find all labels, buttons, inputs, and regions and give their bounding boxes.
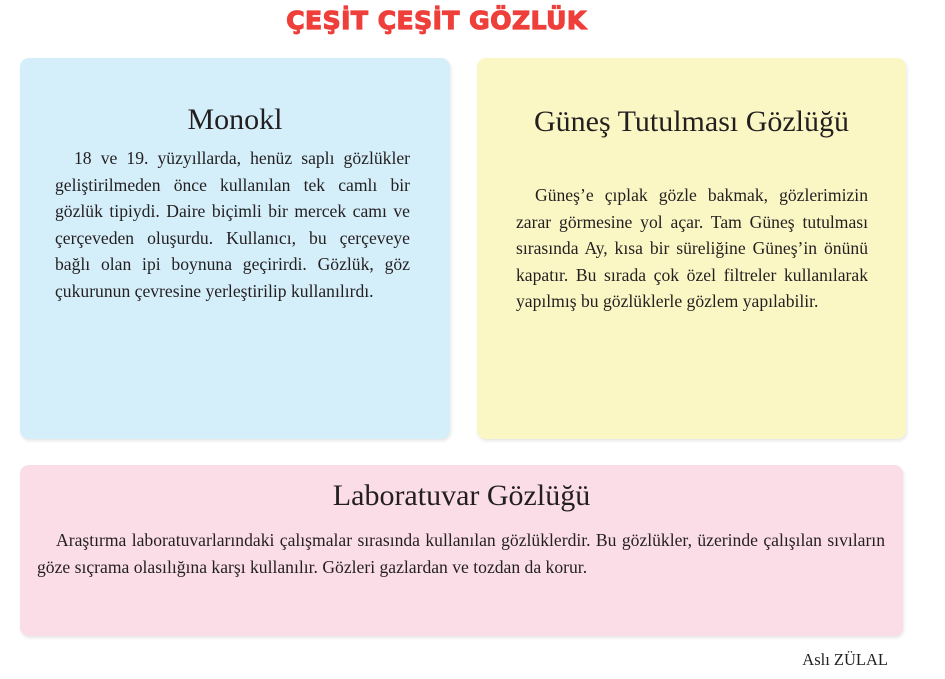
monokl-text: 18 ve 19. yüzyıllarda, henüz saplı gözlükler geliştirilmeden önce kullanılan tek camlı bir gözlük tipiydi. Daire biçimli bir mercek camı ve çerçeveden oluşurdu. Kullanıcı, bu çerçeveye bağlı olan ipi boynuna geçirirdi. Gözlük, göz çukurunun çevresine yerleştirilip kullanılırdı. <box>55 148 410 301</box>
eclipse-glasses-text: Güneş’e çıplak gözle bakmak, gözlerimizin zarar görmesine yol açar. Tam Güneş tutulması sırasında Ay, kısa bir süreliğine Güneş’in önünü kapatır. Bu sırada çok özel filtreler kullanılarak yapılmış bu gözlüklerle gözlem yapılabilir. <box>516 185 868 312</box>
lab-glasses-title: Laboratuvar Gözlüğü <box>332 479 591 512</box>
lab-glasses-card <box>20 465 903 636</box>
eclipse-glasses-title: Güneş Tutulması Gözlüğü <box>533 105 850 138</box>
lab-glasses-text: Araştırma laboratuvarlarındaki çalışmalar sırasında kullanılan gözlüklerdir. Bu gözlükler, üzerinde çalışılan sıvıların göze sıçrama olasılığına karşı kullanılır. Gözleri gazlardan ve tozdan da korur. <box>37 530 885 577</box>
monokl-card <box>20 58 450 439</box>
eclipse-glasses-card <box>477 58 906 439</box>
page-title: ÇEŞİT ÇEŞİT GÖZLÜK <box>286 6 587 35</box>
author-credit: Aslı ZÜLAL <box>802 650 888 669</box>
monokl-title: Monokl <box>187 103 283 136</box>
